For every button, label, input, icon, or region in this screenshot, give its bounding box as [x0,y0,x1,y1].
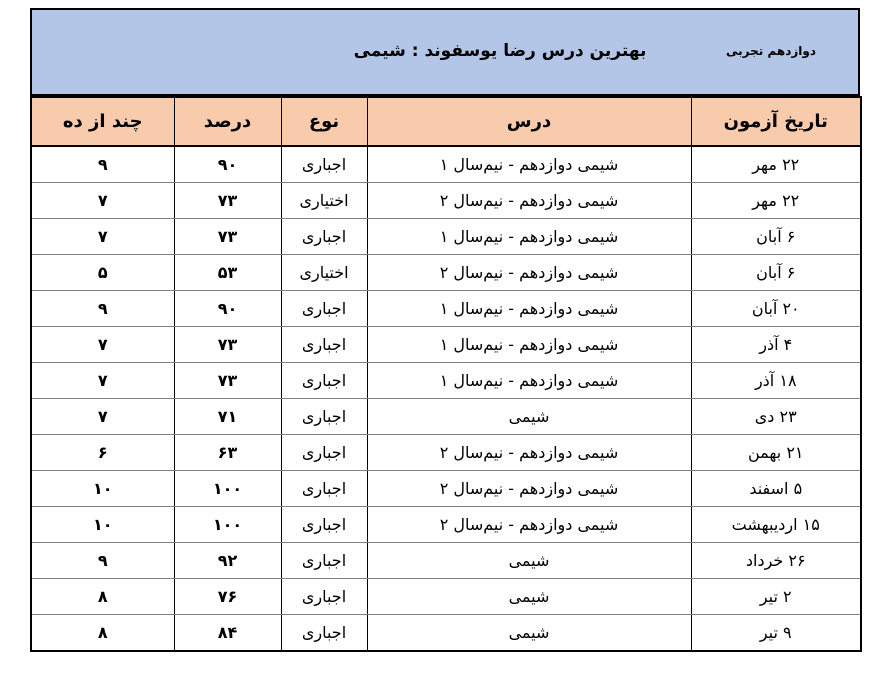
header-row [31,97,861,146]
column-header-date: تاریخ آزمون [691,97,861,146]
type-cell: اجباری [281,146,367,183]
table-row [31,146,861,183]
percent-cell: ۷۳ [174,327,281,363]
date-cell: ۲۶ خرداد [691,543,861,579]
course-cell: شیمی دوازدهم - نیم‌سال ۱ [367,219,691,255]
score-cell: ۶ [31,435,174,471]
percent-cell: ۷۳ [174,363,281,399]
table-row [31,615,861,652]
type-cell: اجباری [281,579,367,615]
percent-cell: ۷۳ [174,183,281,219]
course-cell: شیمی دوازدهم - نیم‌سال ۱ [367,327,691,363]
type-cell: اختیاری [281,255,367,291]
date-cell: ۲۲ مهر [691,146,861,183]
type-cell: اجباری [281,435,367,471]
report-title-text: بهترین درس رضا یوسفوند : شیمی [353,41,647,61]
table-row [31,219,861,255]
date-cell: ۲۲ مهر [691,183,861,219]
type-cell: اجباری [281,543,367,579]
course-cell: شیمی دوازدهم - نیم‌سال ۲ [367,183,691,219]
score-cell: ۹ [31,291,174,327]
type-cell: اجباری [281,363,367,399]
percent-cell: ۱۰۰ [174,471,281,507]
table-row [31,435,861,471]
type-cell: اجباری [281,291,367,327]
score-cell: ۸ [31,579,174,615]
course-cell: شیمی [367,543,691,579]
score-cell: ۹ [31,146,174,183]
percent-cell: ۹۰ [174,291,281,327]
table-row [31,471,861,507]
date-cell: ۱۸ آذر [691,363,861,399]
column-header-type: نوع [281,97,367,146]
type-cell: اختیاری [281,183,367,219]
date-cell: ۹ تیر [691,615,861,652]
percent-cell: ۵۳ [174,255,281,291]
date-cell: ۶ آبان [691,255,861,291]
table-row [31,399,861,435]
percent-cell: ۹۲ [174,543,281,579]
table-row [31,183,861,219]
grade-label: دوازدهم تجربی [726,44,816,58]
course-cell: شیمی دوازدهم - نیم‌سال ۲ [367,435,691,471]
report-sheet [30,8,860,652]
score-cell: ۵ [31,255,174,291]
table-row [31,291,861,327]
results-table [30,96,862,652]
score-cell: ۷ [31,327,174,363]
course-cell: شیمی دوازدهم - نیم‌سال ۲ [367,471,691,507]
percent-cell: ۷۱ [174,399,281,435]
score-cell: ۷ [31,363,174,399]
table-row [31,255,861,291]
score-cell: ۸ [31,615,174,652]
score-cell: ۷ [31,183,174,219]
type-cell: اجباری [281,507,367,543]
score-cell: ۱۰ [31,471,174,507]
date-cell: ۶ آبان [691,219,861,255]
course-cell: شیمی [367,579,691,615]
score-cell: ۹ [31,543,174,579]
table-row [31,507,861,543]
date-cell: ۲۳ دی [691,399,861,435]
date-cell: ۱۵ اردیبهشت [691,507,861,543]
column-header-score: چند از ده [31,97,174,146]
course-cell: شیمی دوازدهم - نیم‌سال ۱ [367,363,691,399]
score-cell: ۷ [31,399,174,435]
title-banner [30,8,860,96]
date-cell: ۲ تیر [691,579,861,615]
percent-cell: ۷۶ [174,579,281,615]
date-cell: ۴ آذر [691,327,861,363]
type-cell: اجباری [281,399,367,435]
column-header-percent: درصد [174,97,281,146]
percent-cell: ۸۴ [174,615,281,652]
type-cell: اجباری [281,327,367,363]
course-cell: شیمی دوازدهم - نیم‌سال ۲ [367,255,691,291]
date-cell: ۵ اسفند [691,471,861,507]
table-row [31,543,861,579]
column-header-course: درس [367,97,691,146]
percent-cell: ۹۰ [174,146,281,183]
table-row [31,327,861,363]
course-cell: شیمی دوازدهم - نیم‌سال ۱ [367,146,691,183]
date-cell: ۲۰ آبان [691,291,861,327]
type-cell: اجباری [281,471,367,507]
type-cell: اجباری [281,615,367,652]
type-cell: اجباری [281,219,367,255]
score-cell: ۷ [31,219,174,255]
percent-cell: ۶۳ [174,435,281,471]
table-row [31,363,861,399]
table-row [31,579,861,615]
score-cell: ۱۰ [31,507,174,543]
percent-cell: ۷۳ [174,219,281,255]
course-cell: شیمی دوازدهم - نیم‌سال ۱ [367,291,691,327]
date-cell: ۲۱ بهمن [691,435,861,471]
percent-cell: ۱۰۰ [174,507,281,543]
course-cell: شیمی [367,615,691,652]
course-cell: شیمی [367,399,691,435]
course-cell: شیمی دوازدهم - نیم‌سال ۲ [367,507,691,543]
